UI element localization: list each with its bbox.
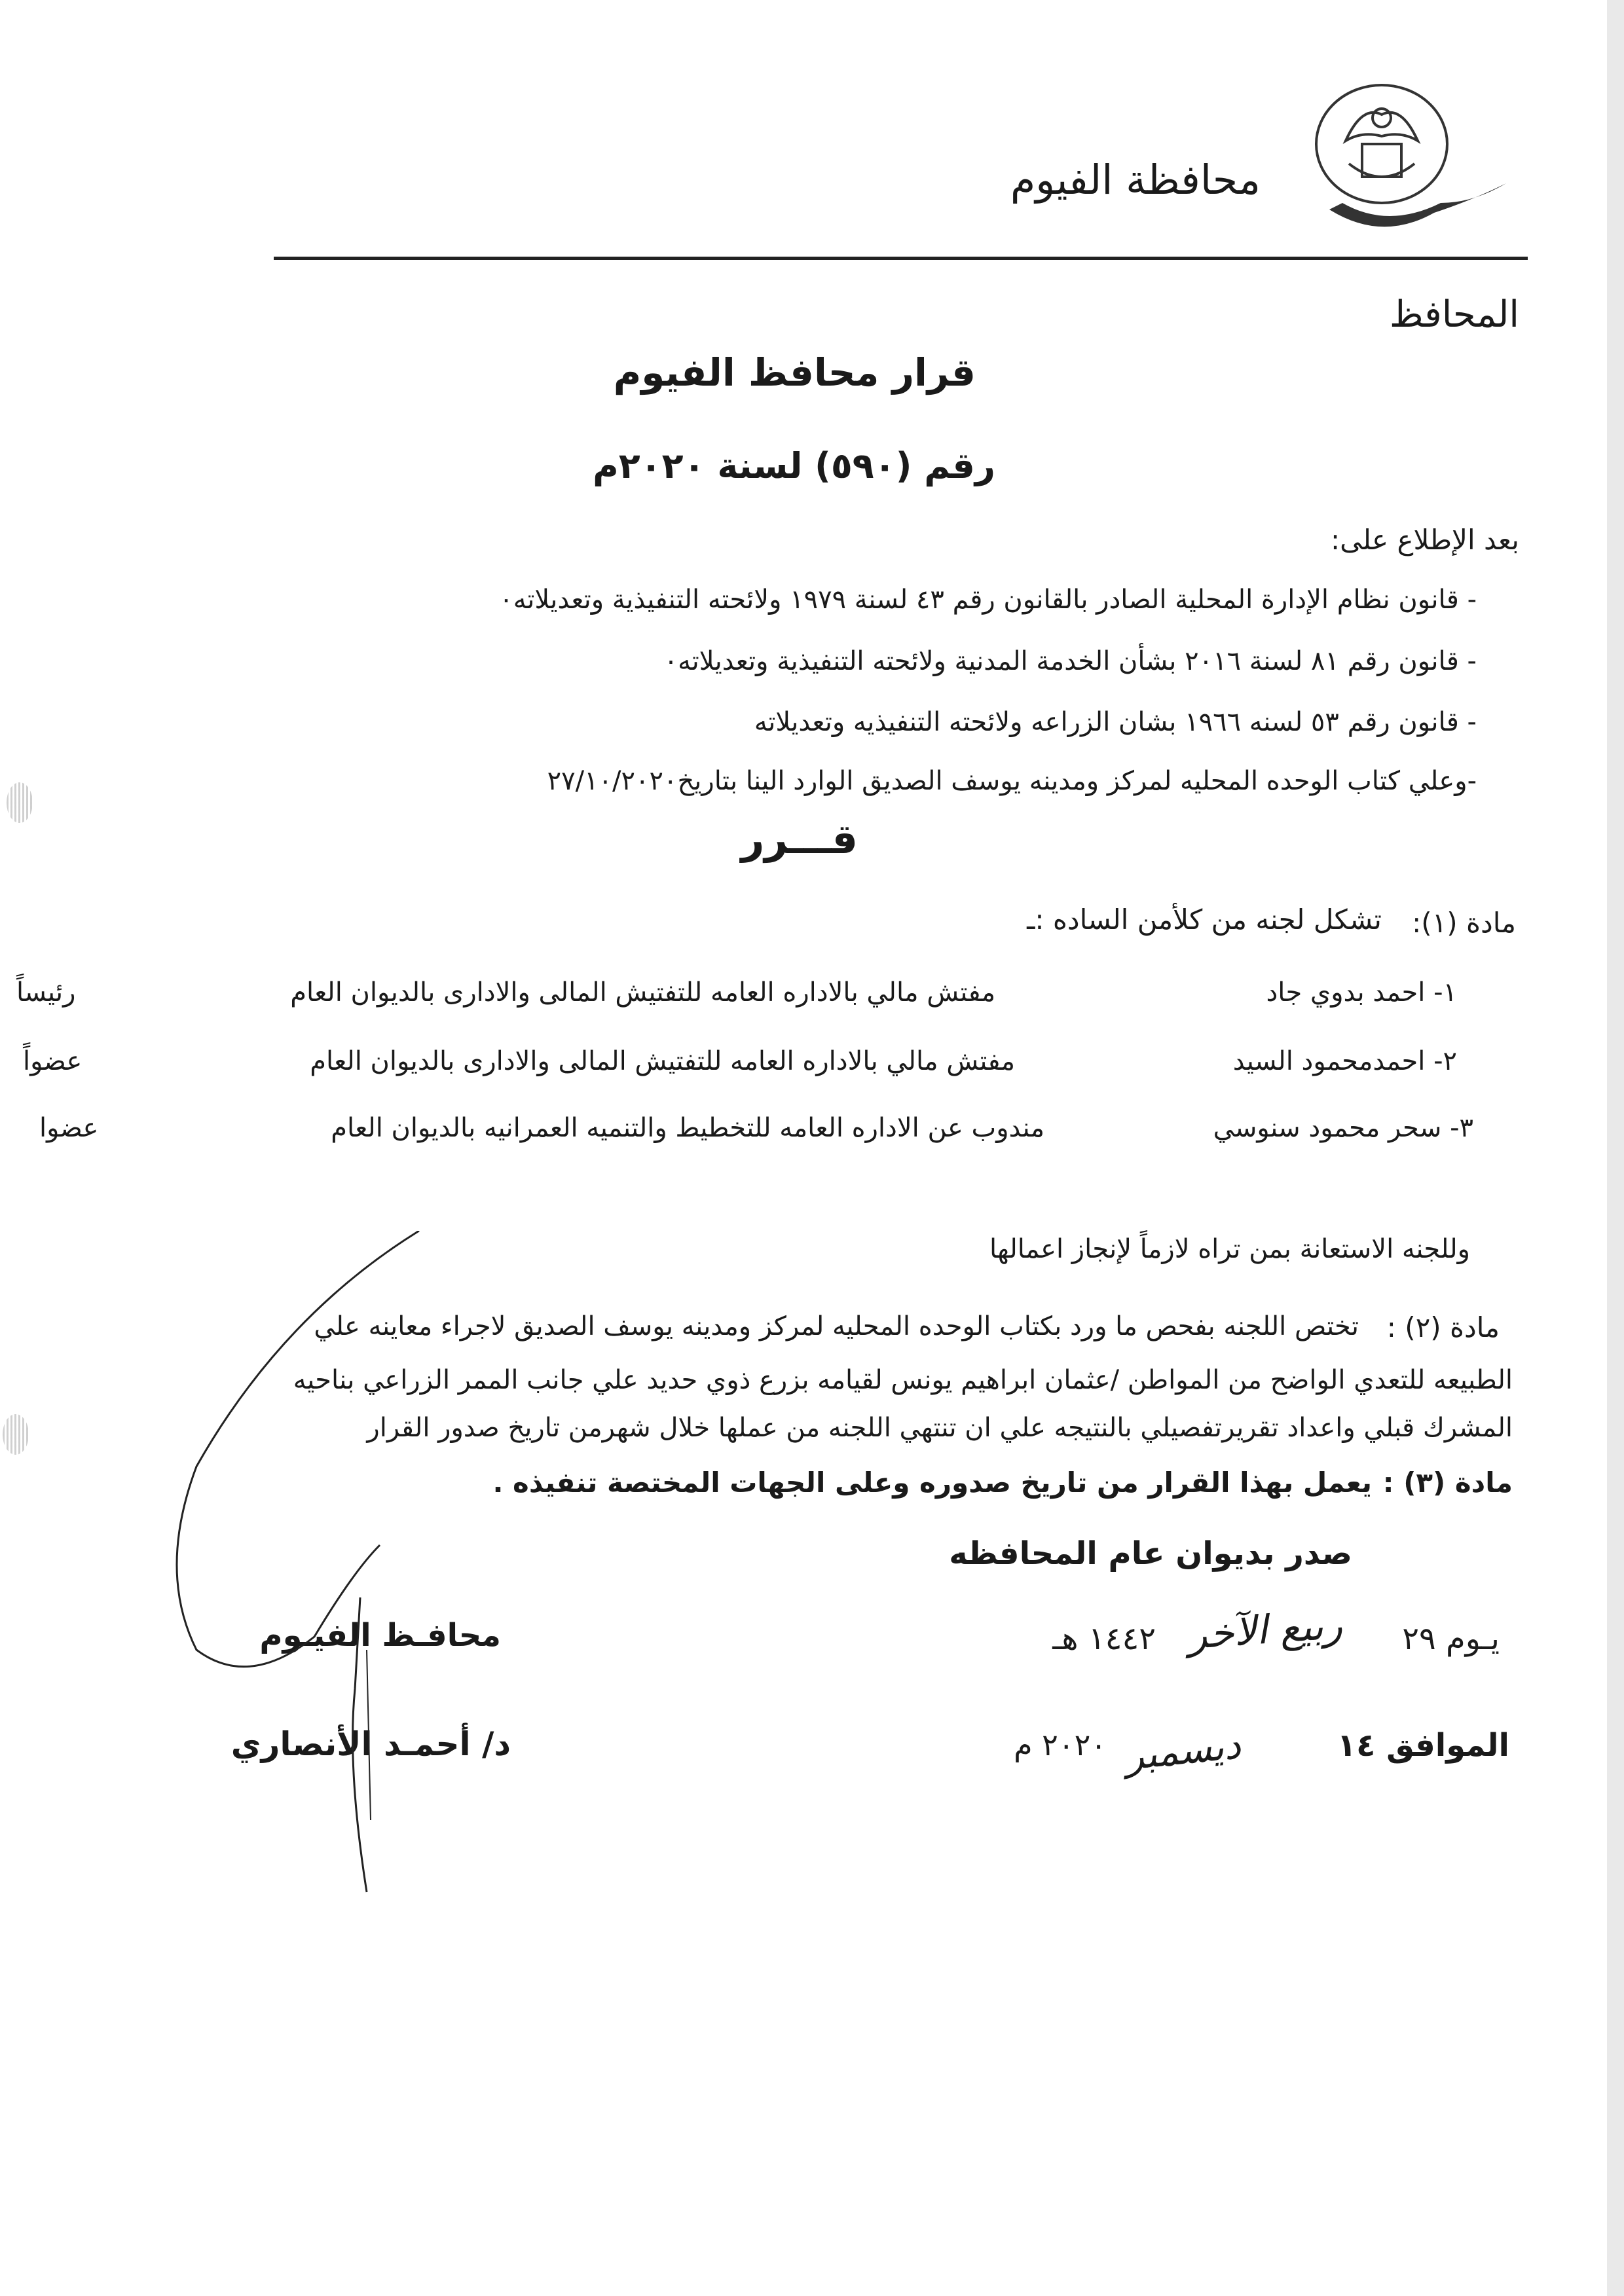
gregorian-date-prefix: الموافق ١٤ <box>1337 1727 1509 1764</box>
preamble-item: - قانون رقم ٨١ لسنة ٢٠١٦ بشأن الخدمة المدنية ولائحته التنفيذية وتعديلاته٠ <box>663 646 1477 676</box>
article2-label: مادة (٢) : <box>1386 1311 1500 1343</box>
punch-hole-mark <box>7 782 33 823</box>
preamble-item: - قانون رقم ٥٣ لسنه ١٩٦٦ بشان الزراعه ولائحته التنفيذيه وتعديلاته <box>754 707 1477 737</box>
member-role: عضواً <box>23 1046 83 1076</box>
article3-label: مادة (٣) : <box>1382 1467 1513 1499</box>
member-name: ٢- احمدمحمود السيد <box>1232 1046 1457 1076</box>
decree-number: رقم (٥٩٠) لسنة ٢٠٢٠م <box>593 445 995 486</box>
article2-line: الطبيعه للتعدي الواضح من المواطن /عثمان ابراهيم يونس لقيامه بزرع ذوي حديد علي جانب الممر الزراعي بناحيه <box>293 1365 1513 1395</box>
gregorian-month-handwritten: ديسمبر <box>1123 1722 1244 1779</box>
member-name: ١- احمد بدوي جاد <box>1266 977 1457 1008</box>
page-edge <box>1607 0 1624 2296</box>
article2-line: المشرك قبلي واعداد تقريرتفصيلي بالنتيجه علي ان تنتهي اللجنه من عملها خلال شهرمن تاريخ صدور القرار <box>367 1413 1513 1443</box>
issued-place: صدر بديوان عام المحافظه <box>949 1535 1352 1572</box>
article1-text: تشكل لجنه من كلأمن الساده :ـ <box>1027 903 1382 936</box>
decided-heading: قـــرر <box>741 815 858 863</box>
hijri-date-prefix: يـوم ٢٩ <box>1402 1620 1500 1657</box>
member-position: مندوب عن الاداره العامه للتخطيط والتنميه العمرانيه بالديوان العام <box>331 1113 1044 1143</box>
member-position: مفتش مالي بالاداره العامه للتفتيش المالى والادارى بالديوان العام <box>310 1046 1015 1076</box>
hijri-year: ١٤٤٢ هـ <box>1052 1620 1156 1657</box>
member-name: ٣- سحر محمود سنوسي <box>1213 1113 1473 1143</box>
article1-note: وللجنه الاستعانة بمن تراه لازماً لإنجاز اعمالها <box>989 1234 1470 1264</box>
office-title: المحافظ <box>1389 293 1519 336</box>
article3-text: يعمل بهذا القرار من تاريخ صدوره وعلى الجهات المختصة تنفيذه . <box>492 1467 1372 1499</box>
gregorian-year: ٢٠٢٠ م <box>1014 1727 1107 1762</box>
decree-title: قرار محافظ الفيوم <box>613 350 976 395</box>
hijri-month-handwritten: ربيع الآخر <box>1186 1601 1344 1659</box>
article1-label: مادة (١): <box>1412 907 1516 939</box>
governorate-emblem <box>1283 79 1519 249</box>
member-role: عضوا <box>39 1113 99 1143</box>
member-position: مفتش مالي بالاداره العامه للتفتيش المالى والادارى بالديوان العام <box>290 977 995 1008</box>
preamble-item: - قانون نظام الإدارة المحلية الصادر بالقانون رقم ٤٣ لسنة ١٩٧٩ ولائحته التنفيذية وتعديلاته٠ <box>499 585 1477 615</box>
header-divider <box>274 257 1528 260</box>
signature-strokes <box>118 1231 458 1899</box>
governorate-name: محافظة الفيوم <box>1010 156 1261 204</box>
punch-hole-mark <box>3 1414 29 1455</box>
preamble-item: -وعلي كتاب الوحده المحليه لمركز ومدينه يوسف الصديق الوارد الينا بتاريخ٢٧/١٠/٢٠٢٠ <box>547 766 1477 796</box>
member-role: رئيساً <box>16 977 76 1008</box>
signatory-title: محافـظ الفيـوم <box>259 1617 501 1654</box>
signatory-name: د/ أحمـد الأنصاري <box>231 1725 511 1763</box>
article2-line: تختص اللجنه بفحص ما ورد بكتاب الوحده المحليه لمركز ومدينه يوسف الصديق لاجراء معاينه علي <box>314 1311 1359 1341</box>
preamble-intro: بعد الإطلاع على: <box>1331 524 1519 556</box>
